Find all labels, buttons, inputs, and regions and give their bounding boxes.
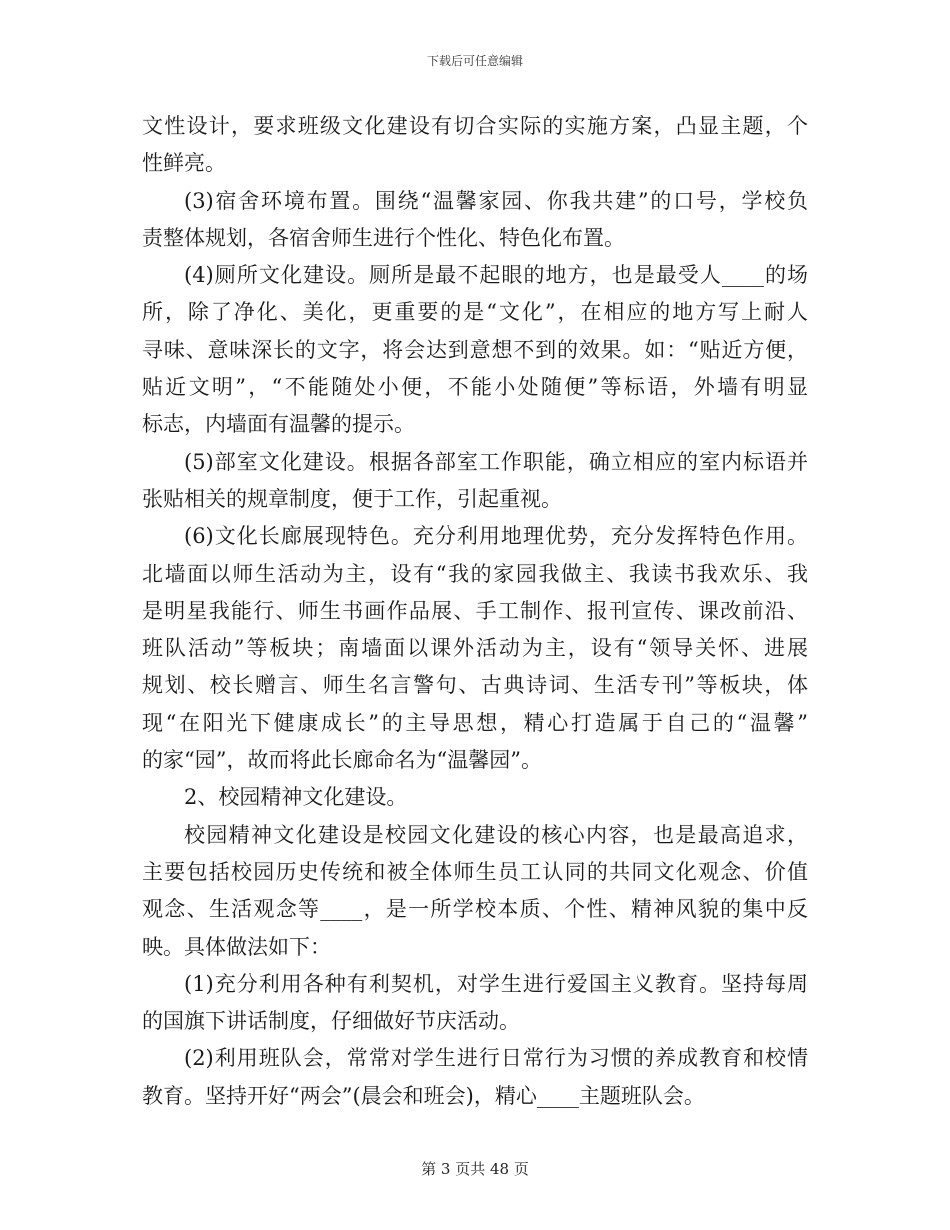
text-line: 2、校园精神文化建设。 <box>184 785 408 810</box>
text-line: 文性设计，要求班级文化建设有切合实际的实施方案，凸显主题，个 <box>142 114 808 138</box>
text-line: 规划、校长赠言、师生名言警句、古典诗词、生活专刊”等板块，体 <box>142 673 808 698</box>
text-line: 现“在阳光下健康成长”的主导思想，精心打造属于自己的“温馨” <box>142 710 808 735</box>
text-line: (4)厕所文化建设。厕所是最不起眼的地方，也是最受人____的场 <box>184 263 808 288</box>
text-line: 寻味、意味深长的文字，将会达到意想不到的效果。如：“贴近方便， <box>142 337 808 362</box>
text-line: (3)宿舍环境布置。围绕“温馨家园、你我共建”的口号，学校负 <box>184 188 808 213</box>
text-line: (2)利用班队会，常常对学生进行日常行为习惯的养成教育和校情 <box>184 1046 808 1071</box>
text-line: 性鲜亮。 <box>142 151 226 176</box>
text-line: 观念、生活观念等____，是一所学校本质、个性、精神风貌的集中反 <box>142 897 808 922</box>
text-line: 标志，内墙面有温馨的提示。 <box>142 412 415 437</box>
text-line: 班队活动”等板块；南墙面以课外活动为主，设有“领导关怀、进展 <box>142 636 808 661</box>
text-line: 是明星我能行、师生书画作品展、手工制作、报刊宣传、课改前沿、 <box>142 598 808 623</box>
text-line: 责整体规划，各宿舍师生进行个性化、特色化布置。 <box>142 225 625 250</box>
text-line: 北墙面以师生活动为主，设有“我的家园我做主、我读书我欢乐、我 <box>142 561 808 586</box>
text-line: 的国旗下讲话制度，仔细做好节庆活动。 <box>142 1009 520 1034</box>
text-line: 主要包括校园历史传统和被全体师生员工认同的共同文化观念、价值 <box>142 859 808 884</box>
document-body <box>142 108 808 1115</box>
page-footer: 第 3 页共 48 页 <box>421 1160 529 1178</box>
text-line: 张贴相关的规章制度，便于工作，引起重视。 <box>142 486 562 511</box>
text-line: 的家“园”，故而将此长廊命名为“温馨园”。 <box>142 748 542 773</box>
page-header: 下载后可任意编辑 <box>426 54 523 68</box>
text-line: 映。具体做法如下： <box>142 934 331 959</box>
text-line: (1)充分利用各种有利契机，对学生进行爱国主义教育。坚持每周 <box>184 971 808 996</box>
text-line: (5)部室文化建设。根据各部室工作职能，确立相应的室内标语并 <box>184 449 808 474</box>
text-line: 校园精神文化建设是校园文化建设的核心内容，也是最高追求， <box>184 822 808 847</box>
text-line: (6)文化长廊展现特色。充分利用地理优势，充分发挥特色作用。 <box>184 524 808 549</box>
text-line: 教育。坚持开好“两会”(晨会和班会)，精心____主题班队会。 <box>142 1083 705 1108</box>
text-line: 贴近文明”，“不能随处小便，不能小处随便”等标语，外墙有明显 <box>142 375 808 400</box>
text-line: 所，除了净化、美化，更重要的是“文化”，在相应的地方写上耐人 <box>142 300 808 325</box>
